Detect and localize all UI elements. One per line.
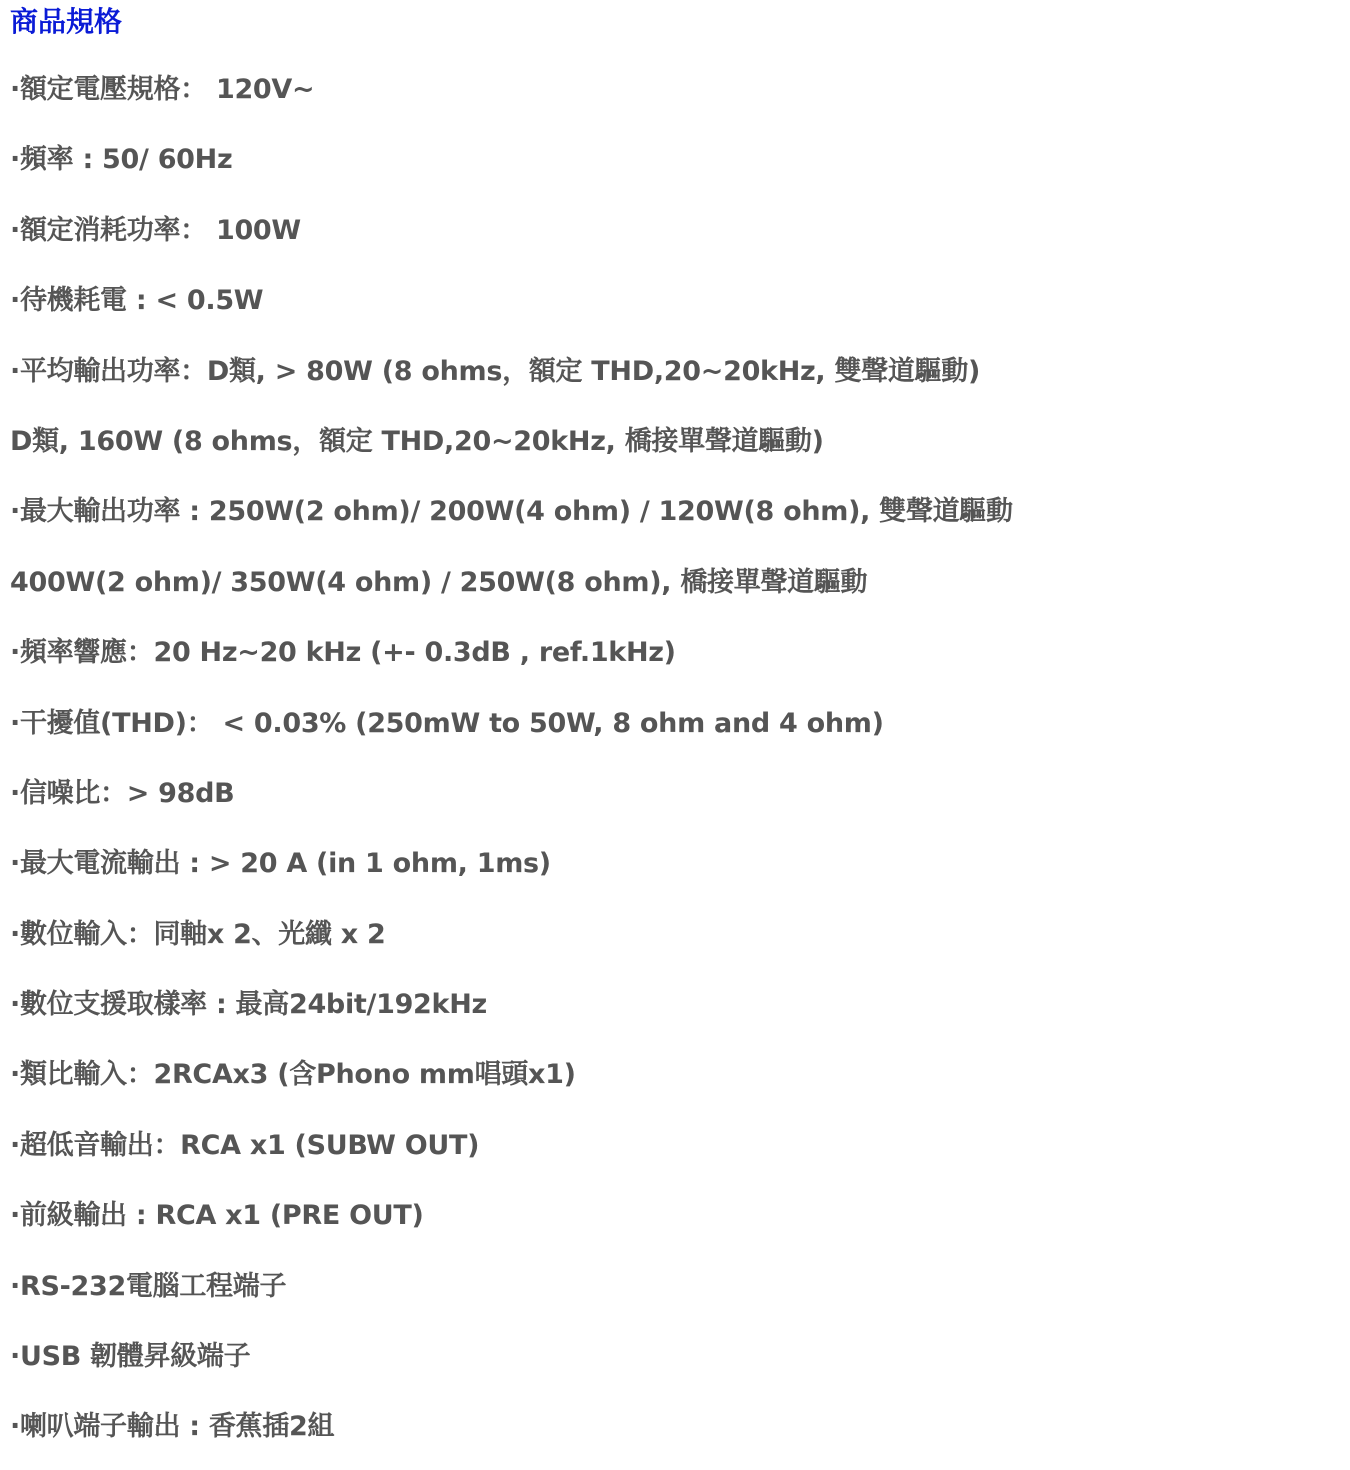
spec-subwoofer-output: ·超低音輸出：RCA x1 (SUBW OUT) — [10, 1129, 480, 1161]
spec-average-output-bridged: D類, 160W (8 ohms，額定 THD,20~20kHz, 橋接單聲道驅動) — [10, 425, 824, 457]
spec-list — [10, 70, 1013, 1470]
spec-rated-voltage: ·額定電壓規格： 120V~ — [10, 74, 315, 105]
spec-frequency: ·頻率 : 50/ 60Hz — [10, 144, 233, 176]
spec-snr: ·信噪比：> 98dB — [10, 777, 235, 809]
spec-pre-output: ·前級輸出 : RCA x1 (PRE OUT) — [10, 1200, 424, 1232]
spec-usb-firmware: ·USB 韌體昇級端子 — [10, 1341, 251, 1373]
spec-digital-sample-rate: ·數位支援取樣率 : 最高24bit/192kHz — [10, 989, 487, 1021]
spec-max-output-stereo: ·最大輸出功率 : 250W(2 ohm)/ 200W(4 ohm) / 120W(8 ohm), 雙聲道驅動 — [10, 496, 1013, 528]
spec-analog-input: ·類比輸入：2RCAx3 (含Phono mm唱頭x1) — [10, 1059, 576, 1091]
spec-speaker-terminals: ·喇叭端子輸出 : 香蕉插2組 — [10, 1411, 335, 1443]
spec-rated-power-consumption: ·額定消耗功率： 100W — [10, 214, 301, 246]
spec-average-output-stereo: ·平均輸出功率：D類, > 80W (8 ohms，額定 THD,20~20kHz, 雙聲道驅動) — [10, 355, 981, 387]
spec-standby-power: ·待機耗電 : < 0.5W — [10, 285, 264, 317]
spec-max-current: ·最大電流輸出 : > 20 A (in 1 ohm, 1ms) — [10, 848, 551, 880]
spec-thd: ·干擾值(THD)： < 0.03% (250mW to 50W, 8 ohm and 4 ohm) — [10, 707, 884, 739]
spec-rs232: ·RS-232電腦工程端子 — [10, 1270, 287, 1302]
spec-max-output-bridged: 400W(2 ohm)/ 350W(4 ohm) / 250W(8 ohm), 橋接單聲道驅動 — [10, 566, 868, 598]
section-heading: 商品規格 — [10, 5, 123, 38]
spec-digital-input: ·數位輸入：同軸x 2、光纖 x 2 — [10, 918, 386, 950]
spec-frequency-response: ·頻率響應：20 Hz~20 kHz (+- 0.3dB , ref.1kHz) — [10, 637, 676, 669]
